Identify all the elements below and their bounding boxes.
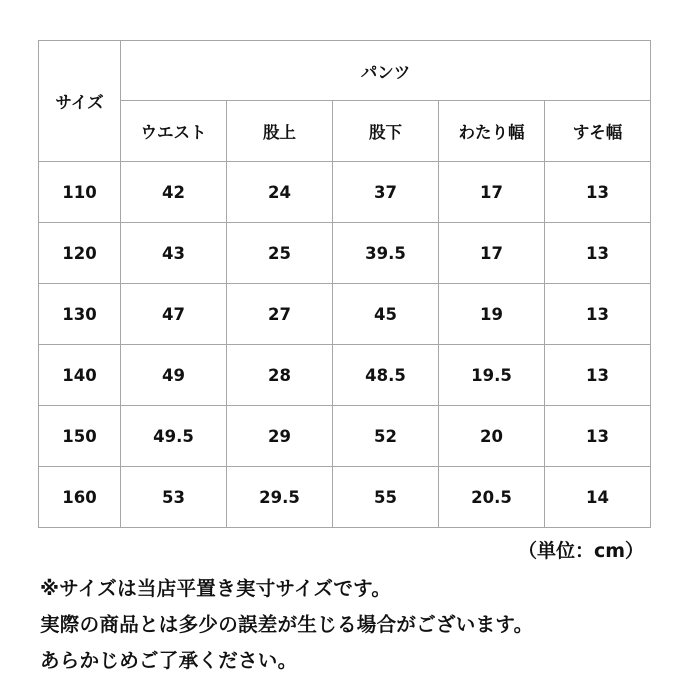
size-cell: 150	[39, 406, 121, 467]
note-variance: 実際の商品とは多少の誤差が生じる場合がございます。	[40, 613, 534, 636]
inseam-cell: 52	[333, 406, 439, 467]
size-cell: 120	[39, 223, 121, 284]
table-row	[39, 223, 651, 284]
column-header-waist: ウエスト	[121, 101, 227, 162]
column-header-inseam: 股下	[333, 101, 439, 162]
size-column-header: サイズ	[39, 41, 121, 162]
size-cell: 140	[39, 345, 121, 406]
hem-width-cell: 13	[545, 223, 651, 284]
size-chart-table	[38, 40, 651, 528]
table-row	[39, 162, 651, 223]
rise-cell: 29	[227, 406, 333, 467]
note-acknowledge: あらかじめご了承ください。	[40, 649, 298, 672]
table-row	[39, 406, 651, 467]
waist-cell: 47	[121, 284, 227, 345]
hem-width-cell: 13	[545, 345, 651, 406]
table-row	[39, 467, 651, 528]
inseam-cell: 45	[333, 284, 439, 345]
hem-width-cell: 13	[545, 406, 651, 467]
column-header-hem-width: すそ幅	[545, 101, 651, 162]
waist-cell: 53	[121, 467, 227, 528]
note-measurement: ※サイズは当店平置き実寸サイズです。	[40, 577, 392, 600]
size-cell: 130	[39, 284, 121, 345]
size-table-body	[39, 162, 651, 528]
thigh-width-cell: 17	[439, 162, 545, 223]
inseam-cell: 39.5	[333, 223, 439, 284]
rise-cell: 24	[227, 162, 333, 223]
inseam-cell: 37	[333, 162, 439, 223]
thigh-width-cell: 17	[439, 223, 545, 284]
inseam-cell: 55	[333, 467, 439, 528]
rise-cell: 28	[227, 345, 333, 406]
waist-cell: 49.5	[121, 406, 227, 467]
rise-cell: 25	[227, 223, 333, 284]
column-header-thigh-width: わたり幅	[439, 101, 545, 162]
waist-cell: 42	[121, 162, 227, 223]
unit-note: （単位：cm）	[518, 540, 645, 562]
table-row	[39, 345, 651, 406]
waist-cell: 43	[121, 223, 227, 284]
column-header-rise: 股上	[227, 101, 333, 162]
inseam-cell: 48.5	[333, 345, 439, 406]
size-cell: 110	[39, 162, 121, 223]
size-notes	[40, 571, 533, 679]
waist-cell: 49	[121, 345, 227, 406]
size-cell: 160	[39, 467, 121, 528]
hem-width-cell: 13	[545, 162, 651, 223]
thigh-width-cell: 19.5	[439, 345, 545, 406]
thigh-width-cell: 19	[439, 284, 545, 345]
thigh-width-cell: 20.5	[439, 467, 545, 528]
pants-group-header: パンツ	[121, 41, 651, 101]
hem-width-cell: 13	[545, 284, 651, 345]
thigh-width-cell: 20	[439, 406, 545, 467]
rise-cell: 29.5	[227, 467, 333, 528]
rise-cell: 27	[227, 284, 333, 345]
table-row	[39, 284, 651, 345]
hem-width-cell: 14	[545, 467, 651, 528]
